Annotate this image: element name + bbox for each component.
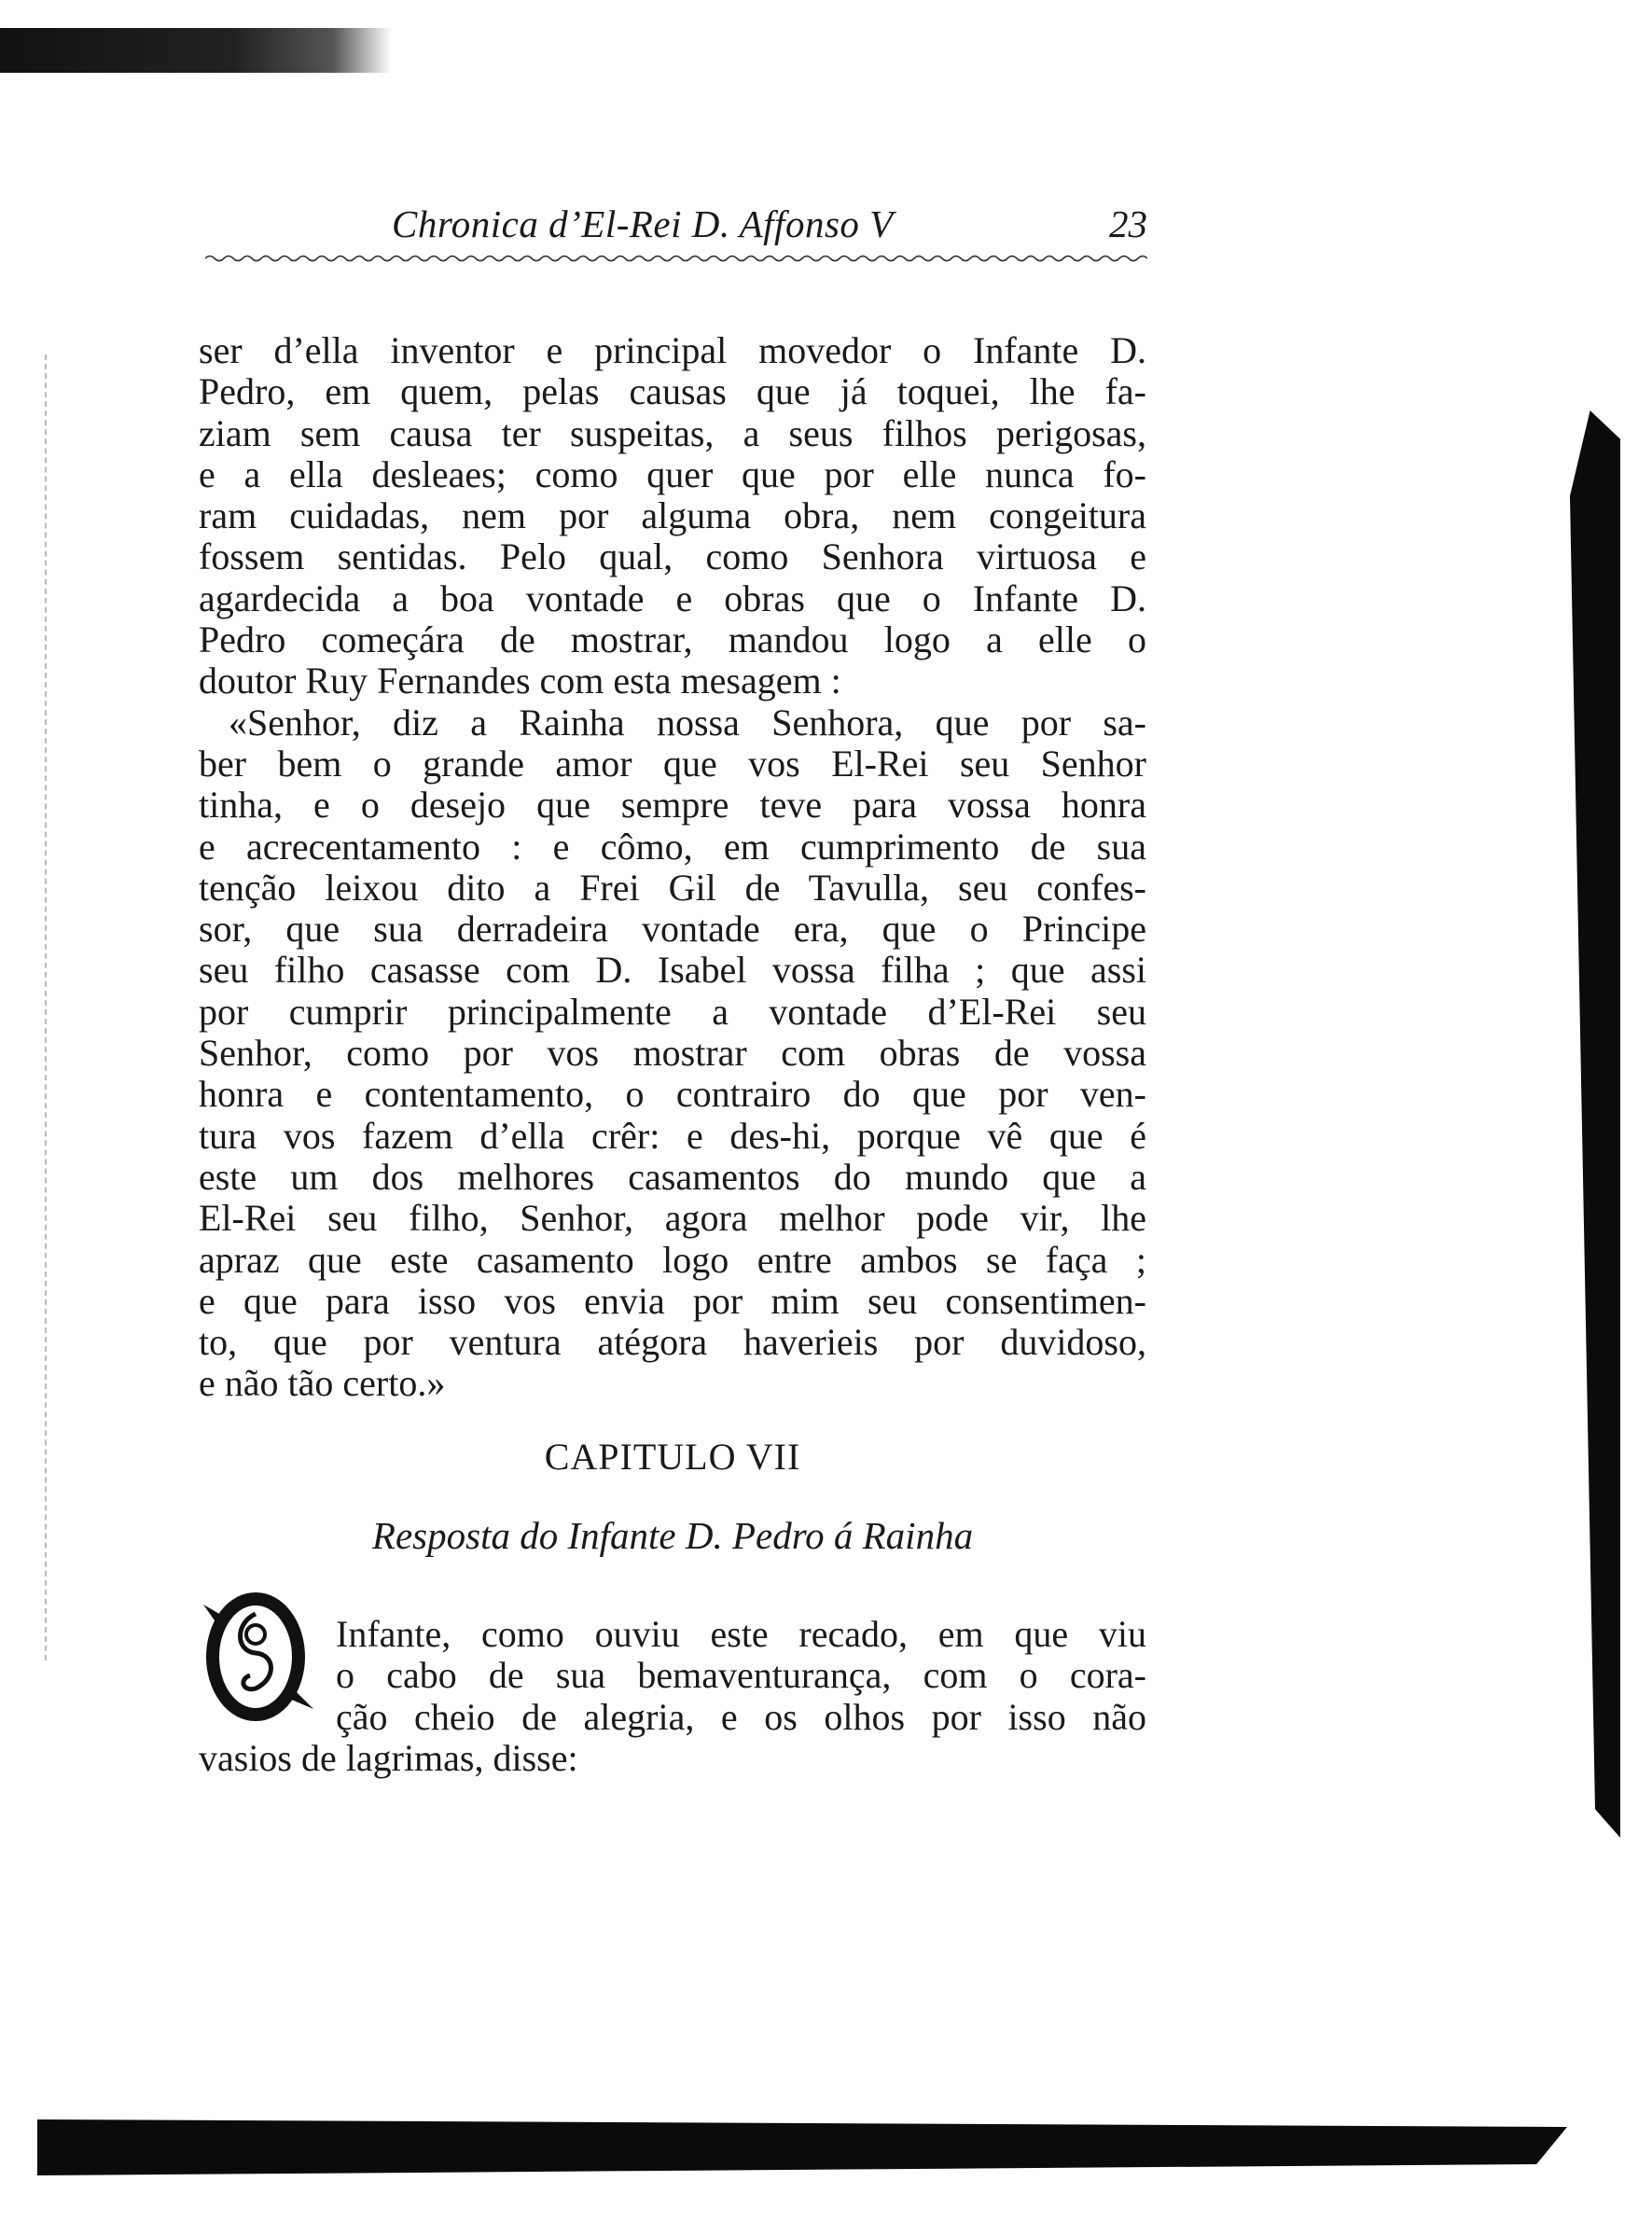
- text-line: fossem sentidas. Pelo qual, como Senhora virtuosa e: [199, 535, 1146, 578]
- quote-line: apraz que este casamento logo entre ambos se faça ;: [199, 1238, 1146, 1281]
- quote-line: por cumprir principalmente a vontade d’El-Rei seu: [199, 990, 1146, 1033]
- quote-line: sor, que sua derradeira vontade era, que o Principe: [199, 908, 1146, 951]
- quote-line: e que para isso vos envia por mim seu consentimen-: [199, 1279, 1146, 1322]
- quote-line: tura vos fazem d’ella crêr: e des-hi, porque vê que é: [199, 1114, 1146, 1157]
- chapter-subtitle: Resposta do Infante D. Pedro á Rainha: [371, 1514, 974, 1557]
- header-wavy-rule: [205, 254, 1147, 263]
- quote-line: seu filho casasse com D. Isabel vossa filha ; que assi: [199, 949, 1146, 992]
- quote-line: Senhor, como por vos mostrar com obras de vossa: [199, 1032, 1146, 1075]
- text-line: ziam sem causa ter suspeitas, a seus filhos perigosas,: [199, 411, 1146, 454]
- text-line: o cabo de sua bemaventurança, com o cora-: [336, 1654, 1146, 1697]
- scan-artifact-bottom-edge: [37, 2105, 1567, 2179]
- running-title: Chronica d’El-Rei D. Affonso V: [392, 202, 894, 245]
- text-line: agardecida a boa vontade e obras que o Infante D.: [199, 577, 1146, 619]
- scan-artifact-right-edge: [1570, 410, 1620, 1838]
- text-line: ção cheio de alegria, e os olhos por isso não: [336, 1695, 1146, 1738]
- quote-line: este um dos melhores casamentos do mundo que a: [199, 1155, 1146, 1198]
- decorative-dropcap-icon: [198, 1586, 319, 1726]
- scan-artifact-top-left: [0, 28, 392, 73]
- text-line: ram cuidadas, nem por alguma obra, nem congeitura: [199, 494, 1146, 537]
- quote-line: e não tão certo.»: [199, 1362, 446, 1405]
- body-text: [199, 330, 1146, 1405]
- quote-line: honra e contentamento, o contrairo do que por ven-: [199, 1073, 1146, 1116]
- page-number: 23: [1109, 202, 1147, 245]
- chapter-heading: CAPITULO VII: [544, 1436, 801, 1478]
- quote-line: e acrecentamento : e cômo, em cumprimento de sua: [199, 825, 1146, 868]
- quote-line: El-Rei seu filho, Senhor, agora melhor pode vir, lhe: [199, 1197, 1146, 1240]
- text-line: Pedro, em quem, pelas causas que já toquei, lhe fa-: [199, 370, 1146, 413]
- paragraph-two-last-line: [199, 1738, 1146, 1779]
- text-line: Infante, como ouviu este recado, em que viu: [336, 1613, 1146, 1655]
- text-line: e a ella desleaes; como quer que por elle nunca fo-: [199, 452, 1146, 495]
- quote-line: to, que por ventura atégora haverieis por duvidoso,: [199, 1321, 1146, 1364]
- quote-line: «Senhor, diz a Rainha nossa Senhora, que por sa-: [229, 701, 1146, 743]
- quote-line: tinha, e o desejo que sempre teve para vossa honra: [199, 784, 1146, 827]
- text-line: doutor Ruy Fernandes com esta mesagem :: [199, 660, 841, 702]
- text-line: ser d’ella inventor e principal movedor o Infante D.: [199, 329, 1146, 371]
- text-line: vasios de lagrimas, disse:: [199, 1737, 578, 1779]
- text-line: Pedro começára de mostrar, mandou logo a elle o: [199, 618, 1146, 661]
- paragraph-two: [336, 1614, 1146, 1738]
- quote-line: ber bem o grande amor que vos El-Rei seu Senhor: [199, 742, 1146, 785]
- scan-artifact-left-margin: [45, 354, 65, 1660]
- quote-line: tenção leixou dito a Frei Gil de Tavulla, seu confes-: [199, 866, 1146, 909]
- running-head: [205, 183, 1147, 248]
